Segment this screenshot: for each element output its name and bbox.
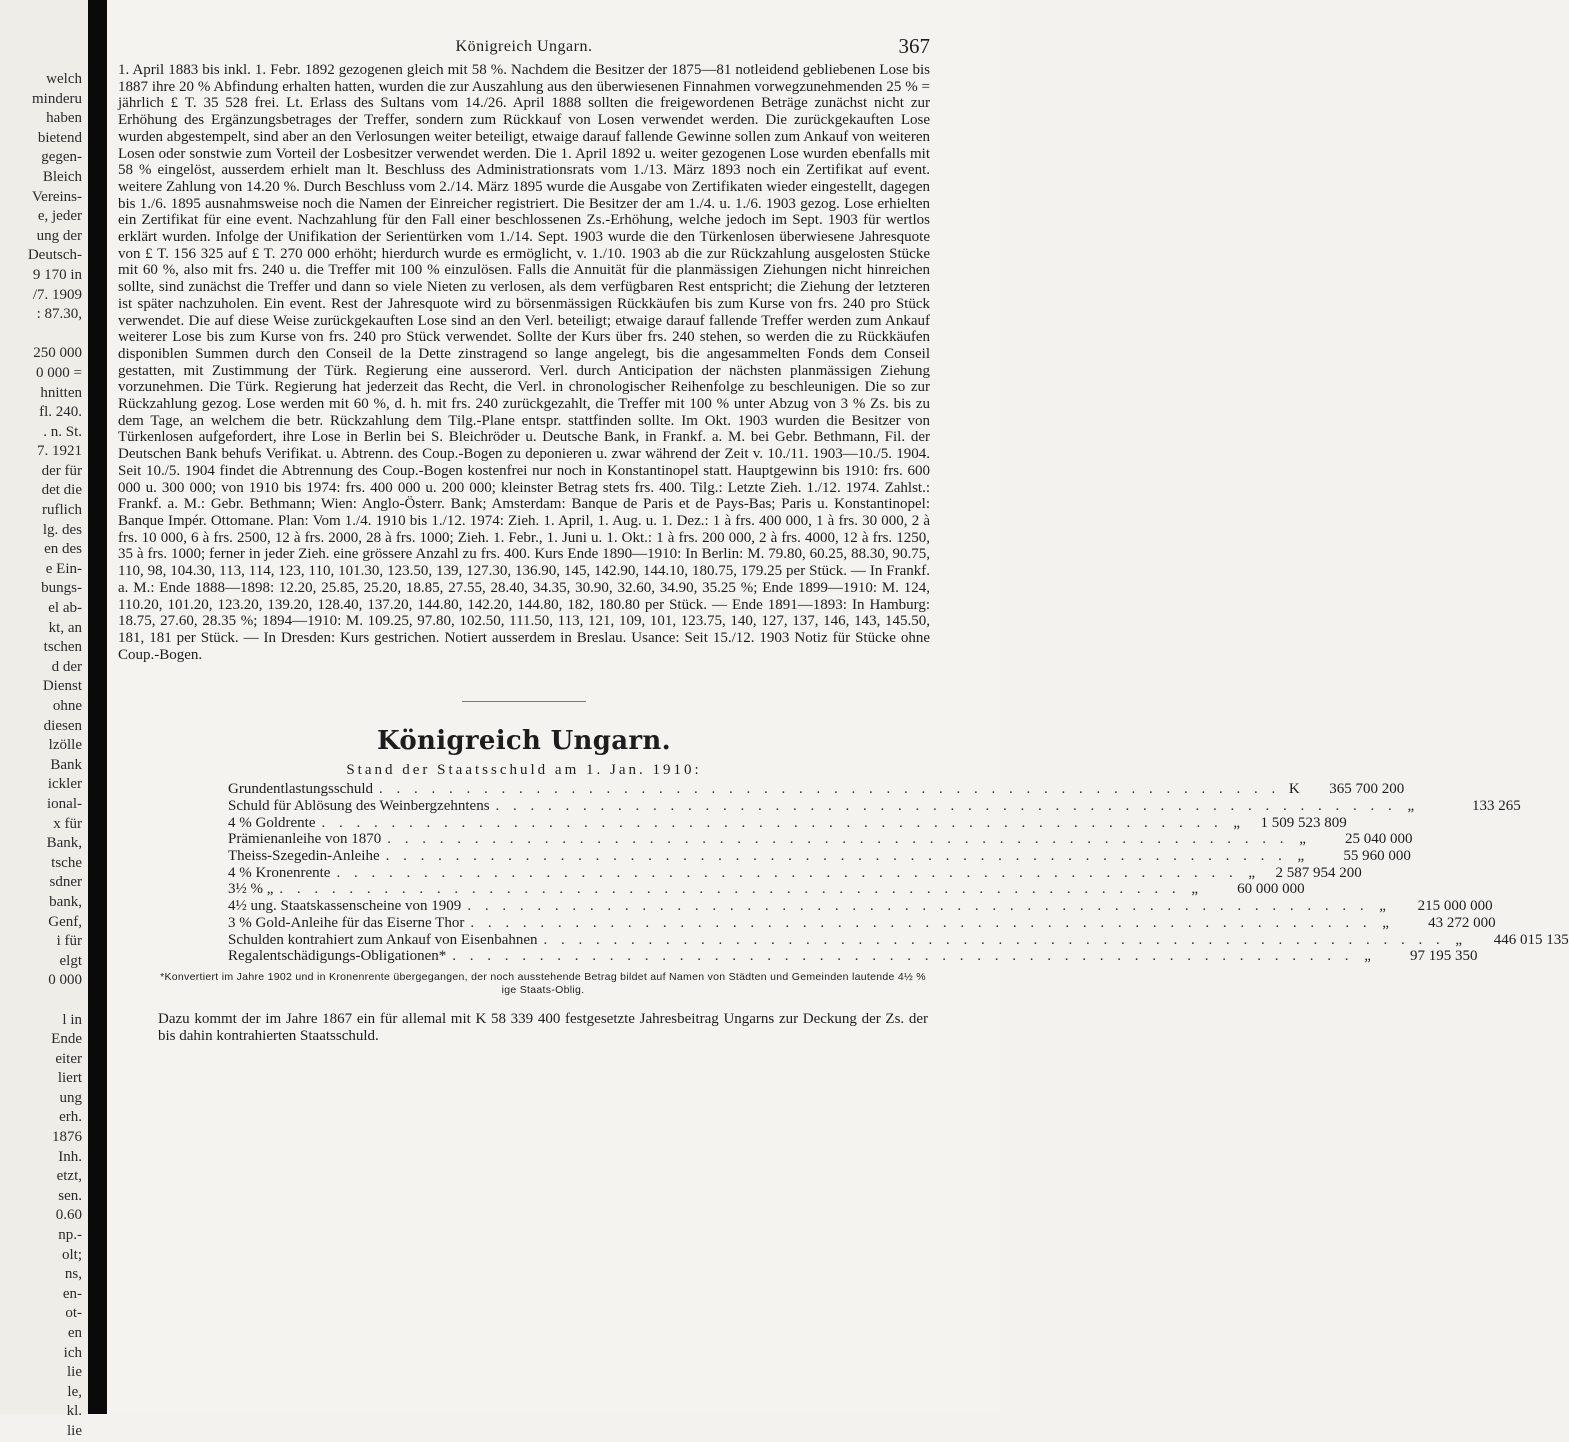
dot-leader [446,948,1353,965]
debt-name: 3½ % „ [228,881,274,898]
margin-fragment: der für [41,462,82,479]
margin-fragment: bietend [37,129,82,146]
margin-fragment: ot- [65,1305,82,1322]
dot-leader [538,932,1445,949]
margin-fragment: Bank [50,756,82,773]
margin-fragment: Dienst [42,678,82,695]
debt-amount: 365 700 200 [1329,781,1405,798]
margin-fragment: ohne [52,698,82,714]
debt-currency: „ [1364,948,1371,965]
margin-fragment: sdner [49,874,82,891]
margin-fragment: tschen [43,639,82,656]
body-paragraph: 1. April 1883 bis inkl. 1. Febr. 1892 gezogenen gleich mit 58 %. Nachdem die Besitzer der 1875—81 notleidend gebliebenen Lose bis 1887 ihre 20 % Abfindung erhalten hatten, wurden die zur Auszahlung aus den überwiesenen Finnahmen vorwegzunehmenden 25 % = jährlich £ T. 35 528 frei. Lt. Erlass des Sultans vom 14./26. April 1888 sollten die freigewordenen Beträge zunächst nicht zur Erhöhung des Ergänzungsbetrages der Treffer, sondern zum Rückkauf von Losen verwendet werden. Die zurückgekauften Lose wurden abgestempelt, sind aber an den Verlosungen weiter beteiligt, etwaige darauf fallende Gewinne sollen zum Ankauf von weiteren Losen oder sonstwie zum Vorteil der Losbesitzer verwendet werden. Die 1. April 1892 u. weiter gezogenen Lose wurden ebenfalls mit 58 % eingelöst, ausserdem erhielt man lt. Beschluss des Administrationsrats vom 1./13. März 1893 noch ein Zertifikat auf event. weitere Zahlung von 14.20 %. Durch Beschluss vom 2./14. März 1895 wurde die Ausgabe von Zertifikaten wieder eingestellt, dagegen bis 1./6. 1895 ausnahmsweise noch die Namen der Einreicher registriert. Die Besitzer der am 1./4. u. 1./6. 1903 gezog. Lose erhielten ein Zertifikat für eine event. Nachzahlung für den Fall einer beschlossenen Zs.-Erhöhung, welche jedoch im Sept. 1903 für wertlos erklärt wurden. Infolge der Unifikation der Serientürken vom 1./14. Sept. 1903 wurde die den Türkenlosen überwiesene Jahresquote von £ T. 156 325 auf £ T. 270 000 erhöht; hierdurch wurde es ermöglicht, v. 1./10. 1903 ab die zur Rückzahlung ausgelosten Stücke mit 60 %, also mit frs. 240 u. die Treffer mit 100 % einzulösen. Falls die Annuität für die planmässigen Ziehungen nicht hinreichen sollte, sind zunächst die Treffer und dann so viele Nieten zu verlosen, als dem verfügbaren Rest entspricht; die Ziehung der letzteren ist später nachzuholen. Ein event. Rest der Jahresquote wird zu börsenmässigen Rückkäufen bis zum Kurse von frs. 240 pro Stück verwendet. Die auf diese Weise zurückgekauften Lose sind an den Verl. beteiligt; etwaige darauf fallende Treffer werden zum Ankauf weiterer Lose bis zum Kurse von frs. 240 pro Stück verwendet. Sollte der Kurs über frs. 240 stehen, so werden die zu Rückkäufen disponiblen Summen durch den Conseil de la Dette zinstragend so lange angelegt, bis die angesammelten Fonds dem Conseil gestatten, mit Zustimmung der Türk. Regierung eine ausserord. Verl. durch Anticipation der nächsten planmässigen Ziehung vorzunehmen. Die Türk. Regierung hat jederzeit das Recht, die Verl. in chronologischer Reihenfolge zu beschleunigen. Die so zur Rückzahlung gezog. Lose werden mit 60 %, d. h. mit frs. 240 zurückgezahlt, die Treffer mit 100 % unter Abzug von 3 % Zs. bis zu dem Tage, an welchem die betr. Rückzahlung dem Tilg.-Plane entspr. stattfinden sollte. Im Okt. 1903 wurden die Besitzer von Türkenlosen aufgefordert, ihre Lose in Berlin bei S. Bleichröder u. Deutsche Bank, in Frankf. a. M. bei Gebr. Bethmann, Fil. der Deutschen Bank behufs Verifikat. u. Abtrenn. des Coup.-Bogen zu deponieren u. zwar während der Zeit v. 10./11. 1903—10./5. 1904. Seit 10./5. 1904 findet die Abtrennung des Coup.-Bogen kostenfrei nur noch in Konstantinopel statt. Hauptgewinn bis 1910: frs. 600 000 u. 300 000; von 1910 bis 1974: frs. 400 000 u. 200 000; kleinster Betrag stets frs. 400. Tilg.: Letzte Zieh. 1./12. 1974. Zahlst.: Frankf. a. M.: Gebr. Bethmann; Wien: Anglo-Österr. Bank; Amsterdam: Banque de Paris et de Pays-Bas; Paris u. Konstantinopel: Banque Impér. Ottomane. Plan: Vom 1./4. 1910 bis 1./12. 1974: Zieh. 1. April, 1. Aug. u. 1. Dez.: 1 à frs. 400 000, 1 à frs. 30 000, 2 à frs. 10 000, 6 à frs. 2500, 12 à frs. 2000, 28 à frs. 1000; Zieh. 1. Febr., 1. Juni u. 1. Okt.: 1 à frs. 200 000, 2 à frs. 4000, 12 à frs. 1250, 35 à frs. 1000; ferner in jeder Zieh. eine grössere Anzahl zu frs. 400. Kurs Ende 1890—1910: In Berlin: M. 79.80, 60.25, 88.30, 90.75, 110, 98, 104.30, 113, 114, 123, 110, 101.30, 123.50, 139, 127.30, 136.90, 145, 142.90, 144.10, 180.75, 179.25 per Stück. — In Frankf. a. M.: Ende 1888—1898: 12.20, 25.85, 25.20, 18.85, 27.55, 28.40, 34.35, 30.90, 32.60, 34.90, 35.25 %; Ende 1899—1910: M. 124, 110.20, 101.20, 123.20, 139.20, 128.40, 137.20, 144.80, 142.20, 144.80, 182, 180.80 per Stück. — Ende 1891—1893: In Hamburg: 18.75, 27.60, 28.35 %; 1894—1910: M. 109.25, 97.80, 102.50, 111.50, 113, 121, 109, 101, 123.75, 140, 127, 137, 146, 143, 145.50, 181, 181 per Stück. — In Dresden: Kurs gestrichen. Notiert ausserdem in Breslau. Usance: Seit 15./12. 1903 Notiz für Stücke ohne Coup.-Bogen. [118,62,930,663]
debt-row [228,848,1411,865]
debt-row [228,931,1569,949]
margin-fragment: fl. 240. [39,404,82,421]
dot-leader [461,898,1368,915]
dot-leader [330,865,1237,882]
margin-fragment: 0 000 [48,972,82,989]
margin-fragment: e Ein- [45,560,82,577]
dot-leader [490,798,1397,815]
debt-amount: 2 587 954 200 [1275,864,1362,881]
margin-fragment: 7. 1921 [37,443,82,460]
debt-currency: „ [1379,898,1386,915]
margin-fragment: le, [67,1383,82,1400]
margin-fragment: ich [63,1344,82,1361]
adjacent-page-text-column [2,70,82,1442]
margin-fragment: erh. [59,1109,82,1126]
debt-row [228,798,1521,815]
debt-row [228,864,1362,882]
margin-fragment: eiter [55,1050,82,1067]
margin-fragment: etzt, [56,1168,82,1185]
margin-fragment: Bleich [42,168,82,185]
debt-row [228,781,1405,798]
margin-fragment: 9 170 in [32,266,82,283]
margin-fragment: Bank, [46,835,82,852]
section-divider [462,701,586,702]
debt-currency: „ [1248,864,1256,881]
debt-name: Schuld für Ablösung des Weinbergzehntens [228,798,490,814]
margin-fragment: l in [62,1011,82,1028]
margin-fragment: haben [46,110,82,127]
debt-name: Grundentlastungsschuld [228,781,373,798]
running-title: Königreich Ungarn. [455,38,593,55]
footnote: *Konvertiert im Jahre 1902 und in Kronenrente übergegangen, der noch ausstehende Betrag bildet auf Namen von Städten und Gemeinden lautende 4½ % ige Staats-Oblig. [160,970,926,996]
dot-leader [464,915,1371,932]
debt-name: Regalentschädigungs-Obligationen* [228,948,447,965]
margin-fragment: ional- [47,795,82,812]
margin-fragment: lie [67,1422,82,1439]
margin-fragment: Ende [51,1031,82,1048]
margin-fragment: hnitten [40,384,82,401]
debt-amount: 133 265 [1472,798,1521,814]
debt-currency: „ [1407,798,1415,814]
debt-row [228,831,1413,848]
running-header [118,28,930,62]
margin-fragment: en [67,1325,82,1341]
margin-fragment: ung der [36,227,82,244]
margin-fragment: el ab- [48,600,82,617]
margin-fragment: Inh. [58,1148,82,1165]
margin-fragment: elgt [59,952,82,969]
margin-fragment: bungs- [41,580,82,597]
book-spine-shadow [88,0,107,1414]
debt-row [228,914,1496,932]
section-title: Königreich Ungarn. [377,726,671,757]
debt-currency: „ [1299,831,1306,848]
debt-table [228,781,1569,965]
margin-fragment: en- [62,1285,82,1302]
debt-amount: 55 960 000 [1343,848,1411,865]
margin-fragment: sen. [58,1187,82,1204]
margin-fragment: kt, an [48,619,82,636]
debt-amount: 60 000 000 [1237,881,1305,898]
margin-fragment: 0.60 [55,1207,82,1224]
debt-currency: K [1288,781,1300,798]
debt-amount: 446 015 135 [1493,931,1569,948]
debt-currency: „ [1297,848,1305,865]
margin-fragment: lie [67,1364,82,1381]
debt-currency: „ [1191,881,1198,898]
margin-fragment: 0 000 = [36,364,82,381]
debt-name: Schulden kontrahiert zum Ankauf von Eisenbahnen [228,931,538,948]
margin-fragment: ns, [64,1266,82,1283]
debt-row [228,814,1347,832]
margin-fragment: e, jeder [37,208,82,225]
dot-leader [315,815,1222,832]
margin-fragment: det die [41,482,82,499]
debt-amount: 1 509 523 809 [1260,814,1347,831]
debt-row [228,898,1493,915]
margin-fragment: welch [46,71,82,87]
dot-leader [273,881,1180,898]
debt-amount: 43 272 000 [1428,914,1496,931]
page-number: 367 [898,34,930,58]
margin-fragment: liert [57,1070,82,1087]
debt-amount: 97 195 350 [1410,948,1478,965]
margin-fragment: diesen [43,717,82,734]
section-subtitle: Stand der Staatsschuld am 1. Jan. 1910: [346,762,702,779]
margin-fragment: olt; [61,1246,82,1263]
margin-fragment: lg. des [42,521,82,538]
margin-fragment: minderu [32,90,82,107]
margin-fragment: lzölle [48,737,82,754]
closing-paragraph: Dazu kommt der im Jahre 1867 ein für allemal mit K 58 339 400 festgesetzte Jahresbeitrag Ungarns zur Deckung der Zs. der bis dahin kontrahierten Staatsschuld. [158,1010,928,1044]
debt-name: Prämienanleihe von 1870 [228,831,382,848]
margin-fragment: bank, [49,893,82,910]
debt-row [228,948,1478,965]
debt-name: 4½ ung. Staatskassenscheine von 1909 [228,898,462,915]
dot-leader [373,781,1280,798]
margin-fragment: : 87.30, [36,306,82,323]
margin-fragment: ung [59,1089,82,1106]
debt-name: 4 % Goldrente [228,814,316,831]
margin-fragment: . n. St. [43,423,82,440]
debt-row [228,881,1305,898]
margin-fragment: Vereins- [32,188,82,205]
adjacent-page-fragment [0,0,92,1439]
margin-fragment: 1876 [52,1129,82,1146]
debt-currency: „ [1455,931,1463,948]
margin-fragment: ickler [47,776,82,793]
margin-fragment: ruflich [42,502,82,519]
debt-amount: 25 040 000 [1345,831,1413,848]
margin-fragment: i für [56,933,82,950]
debt-name: 3 % Gold-Anleihe für das Eiserne Thor [228,914,465,931]
margin-fragment: en des [44,541,82,558]
debt-currency: „ [1382,914,1389,931]
dot-leader [380,848,1287,865]
dot-leader [381,831,1288,848]
margin-fragment: gegen- [41,149,82,166]
margin-fragment: Deutsch- [27,247,82,264]
page-content [118,28,1569,1045]
margin-fragment [2,991,82,1011]
debt-name: 4 % Kronenrente [228,864,331,881]
margin-fragment: 250 000 [33,345,82,362]
margin-fragment [2,325,82,345]
margin-fragment: Genf, [48,913,82,930]
debt-name: Theiss-Szegedin-Anleihe [228,848,380,865]
margin-fragment: kl. [66,1403,82,1420]
margin-fragment: d der [51,658,82,675]
margin-fragment: tsche [51,854,82,871]
margin-fragment: x für [53,815,82,832]
debt-amount: 215 000 000 [1417,898,1493,915]
margin-fragment: /7. 1909 [32,286,82,303]
margin-fragment: np.- [58,1227,82,1244]
debt-currency: „ [1233,814,1241,831]
